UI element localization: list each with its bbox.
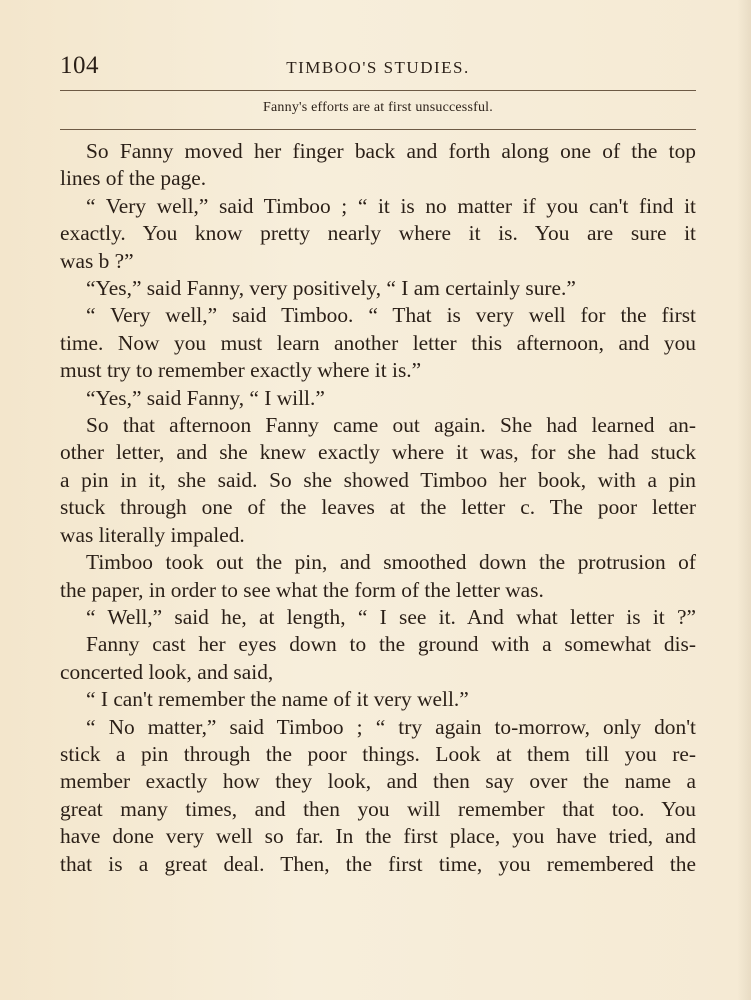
text-line: So that afternoon Fanny came out again. She had learned an- <box>86 413 696 438</box>
text-line: “ Very well,” said Timboo. “ That is very well for the first <box>86 303 696 328</box>
section-subhead: Fanny's efforts are at first unsuccessful. <box>263 100 493 115</box>
page-edge-shadow <box>737 0 751 1000</box>
body-text <box>60 138 696 878</box>
page-number: 104 <box>60 52 99 79</box>
text-line: exactly. You know pretty nearly where it is. You are sure it <box>60 221 696 246</box>
page-header <box>60 52 696 82</box>
text-line: “ No matter,” said Timboo ; “ try again to-morrow, only don't <box>86 714 696 739</box>
text-line: that is a great deal. Then, the first time, you remembered the <box>60 851 696 876</box>
text-line: So Fanny moved her finger back and forth along one of the top <box>86 139 696 163</box>
header-rule-top <box>60 90 696 91</box>
text-line: lines of the page. <box>60 166 207 191</box>
text-line: the paper, in order to see what the form of the letter was. <box>60 577 544 602</box>
text-line: member exactly how they look, and then say over the name a <box>60 769 696 794</box>
text-line: time. Now you must learn another letter this afternoon, and you <box>60 330 696 355</box>
text-line: have done very well so far. In the first place, you have tried, and <box>60 824 696 849</box>
text-line: other letter, and she knew exactly where it was, for she had stuck <box>60 440 696 465</box>
text-line: concerted look, and said, <box>60 659 274 684</box>
text-line: was b ?” <box>60 248 134 273</box>
text-line: Timboo took out the pin, and smoothed down the protrusion of <box>86 550 696 575</box>
text-line: “ I can't remember the name of it very well.” <box>86 687 469 712</box>
text-line: Fanny cast her eyes down to the ground with a somewhat dis- <box>86 632 696 657</box>
text-line: great many times, and then you will remember that too. You <box>60 796 696 821</box>
text-line: stick a pin through the poor things. Look at them till you re- <box>60 741 696 766</box>
text-line: “ Well,” said he, at length, “ I see it. And what letter is it ?” <box>86 604 696 629</box>
text-line: was literally impaled. <box>60 522 245 547</box>
text-line: “Yes,” said Fanny, very positively, “ I am certainly sure.” <box>86 276 576 301</box>
text-line: “ Very well,” said Timboo ; “ it is no matter if you can't find it <box>86 193 696 218</box>
header-rule-bottom <box>60 129 696 130</box>
text-line: a pin in it, she said. So she showed Timboo her book, with a pin <box>60 467 696 492</box>
text-line: must try to remember exactly where it is.” <box>60 358 422 383</box>
text-line: “Yes,” said Fanny, “ I will.” <box>86 385 325 410</box>
running-head: TIMBOO'S STUDIES. <box>286 58 470 77</box>
text-line: stuck through one of the leaves at the letter c. The poor letter <box>60 495 696 520</box>
